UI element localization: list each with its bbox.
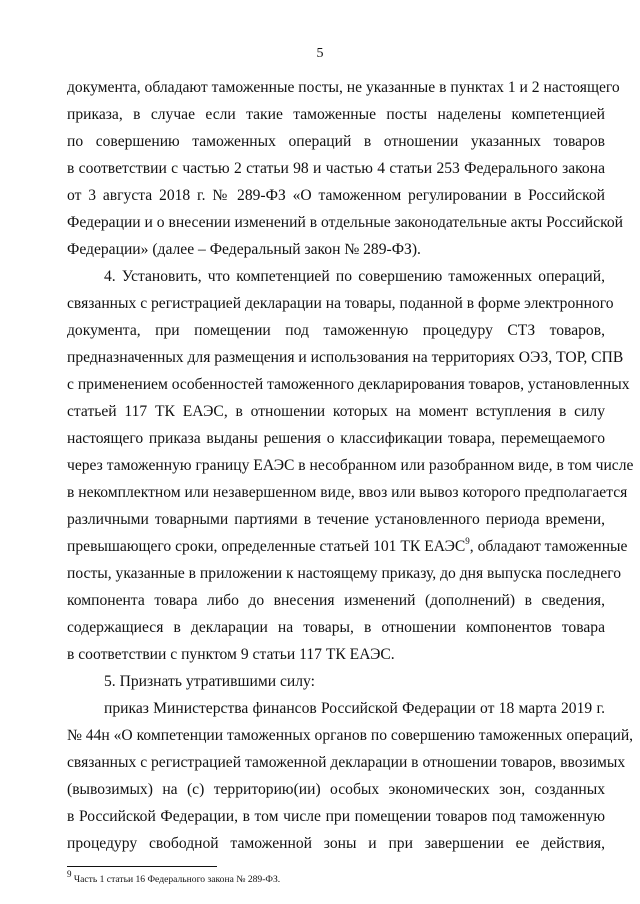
text-line: документа, обладают таможенные посты, не указанные в пунктах 1 и 2 настоящего xyxy=(67,79,620,96)
text-line: в Российской Федерации, в том числе при помещении товаров под таможенную xyxy=(67,808,605,825)
text-line: № 44н «О компетенции таможенных органов по совершению таможенных операций, xyxy=(67,727,634,744)
text-line: приказ Министерства финансов Российской Федерации от 18 марта 2019 г. xyxy=(104,700,605,717)
page-number: 5 xyxy=(316,46,324,61)
text-segment: превышающего сроки, определенные статьей 101 ТК ЕАЭС xyxy=(67,538,466,555)
footnote xyxy=(67,868,281,886)
text-line: содержащиеся в декларации на товары, в отношении компонентов товара xyxy=(67,619,605,636)
text-line: статьей 117 ТК ЕАЭС, в отношении которых на момент вступления в силу xyxy=(67,403,605,420)
text-line: по совершению таможенных операций в отношении указанных товаров xyxy=(67,133,605,150)
text-line: связанных с регистрацией декларации на товары, поданной в форме электронного xyxy=(67,295,614,312)
text-line: в соответствии с частью 2 статьи 98 и частью 4 статьи 253 Федерального закона xyxy=(67,160,605,177)
footnote-reference: 9 xyxy=(465,535,470,546)
text-segment: , обладают таможенные xyxy=(469,538,628,555)
text-line: компонента товара либо до внесения изменений (дополнений) в сведения, xyxy=(67,592,605,609)
paragraph-4-start: 4. Установить, что компетенцией по совершению таможенных операций, xyxy=(104,268,605,285)
text-line: настоящего приказа выданы решения о классификации товара, перемещаемого xyxy=(67,430,605,447)
text-line: посты, указанные в приложении к настоящему приказу, до дня выпуска последнего xyxy=(67,565,622,582)
text-line: Федерации» (далее – Федеральный закон № 289-ФЗ). xyxy=(67,241,421,258)
footnote-marker: 9 xyxy=(67,868,72,879)
text-line: с применением особенностей таможенного декларирования товаров, установленных xyxy=(67,376,630,393)
paragraph-5-start: 5. Признать утратившими силу: xyxy=(104,673,315,690)
text-line: через таможенную границу ЕАЭС в несобранном или разобранном виде, в том числе xyxy=(67,457,634,474)
text-line-with-footnote xyxy=(67,535,628,558)
text-line: в некомплектном или незавершенном виде, ввоз или вывоз которого предполагается xyxy=(67,484,628,501)
footnote-divider xyxy=(67,866,217,867)
text-line: в соответствии с пунктом 9 статьи 117 ТК ЕАЭС. xyxy=(67,646,395,663)
text-line: (вывозимых) на (с) территорию(ии) особых экономических зон, созданных xyxy=(67,781,605,798)
text-line: приказа, в случае если такие таможенные посты наделены компетенцией xyxy=(67,106,605,123)
text-line: Федерации и о внесении изменений в отдельные законодательные акты Российской xyxy=(67,214,623,231)
text-line: документа, при помещении под таможенную процедуру СТЗ товаров, xyxy=(67,322,605,339)
text-line: различными товарными партиями в течение установленного периода времени, xyxy=(67,511,605,528)
text-line: связанных с регистрацией таможенной декларации в отношении товаров, ввозимых xyxy=(67,754,626,771)
text-line: от 3 августа 2018 г. № 289-ФЗ «О таможенном регулировании в Российской xyxy=(67,187,605,204)
text-line: предназначенных для размещения и использования на территориях ОЭЗ, ТОР, СПВ xyxy=(67,349,624,366)
footnote-text: Часть 1 статьи 16 Федерального закона № 289-ФЗ. xyxy=(71,874,281,885)
text-line: процедуру свободной таможенной зоны и при завершении ее действия, xyxy=(67,835,605,852)
